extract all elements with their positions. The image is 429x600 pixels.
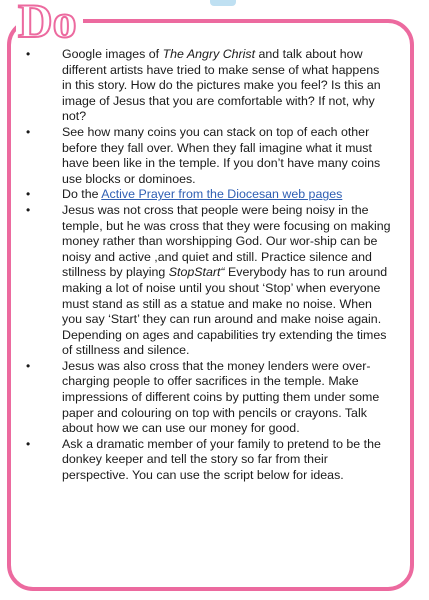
bullet-icon: • xyxy=(26,202,31,217)
activity-list xyxy=(22,47,392,484)
item-text: and talk about how different artists have tried to make sense of what happens in this story. How do the pictures make you feel? Is this an image of Jesus that you are comfortable with? If not, why not? xyxy=(62,47,381,124)
item-text: See how many coins you can stack on top of each other before they fall over. When they fall imagine what it must have been like in the temple. If you don’t have many coins use blocks or dominoes. xyxy=(62,124,381,186)
bullet-icon: • xyxy=(26,436,31,451)
item-text: Jesus was also cross that the money lenders were over-charging people to offer sacrifices in the temple. Make impressions of different coins by putting them under some paper and colouring on top with pencils or crayons. Talk about how we can use our money for good. xyxy=(62,358,380,436)
item-text: Google images of xyxy=(62,47,163,61)
top-accent-decoration xyxy=(210,0,236,6)
bullet-icon: • xyxy=(26,47,31,61)
item-text: Everybody has to run around making a lot of noise until you shout ‘Stop’ when everyone must stand as still as a statue and make no noise. When you say ‘Start’ they can run around and make noise again. Depending on ages and capabilities try extending the times of stillness and silence. xyxy=(62,265,388,358)
activity-item xyxy=(22,437,392,484)
bullet-icon: • xyxy=(26,124,31,139)
activity-item xyxy=(22,359,392,437)
activity-item xyxy=(22,47,392,125)
item-text: Do the xyxy=(62,187,102,202)
item-text: Jesus was not cross that people were being noisy in the temple, but he was cross that they were focusing on making money rather than worshipping God. Our wor-ship can be noisy and active ,and quiet and still. Practice silence and stillness by playing xyxy=(62,202,391,280)
activity-item xyxy=(22,187,392,203)
activity-item xyxy=(22,125,392,187)
bullet-icon: • xyxy=(26,358,31,373)
italic-text: StopStart“ xyxy=(168,265,225,280)
italic-text: The Angry Christ xyxy=(162,47,256,61)
active-prayer-link[interactable]: Active Prayer from the Diocesan web pages xyxy=(101,187,343,202)
activity-item xyxy=(22,203,392,359)
section-heading: Do xyxy=(16,0,83,44)
item-text: Ask a dramatic member of your family to pretend to be the donkey keeper and tell the story so far from their perspective. You can use the script below for ideas. xyxy=(62,436,381,483)
bullet-icon: • xyxy=(26,187,31,202)
